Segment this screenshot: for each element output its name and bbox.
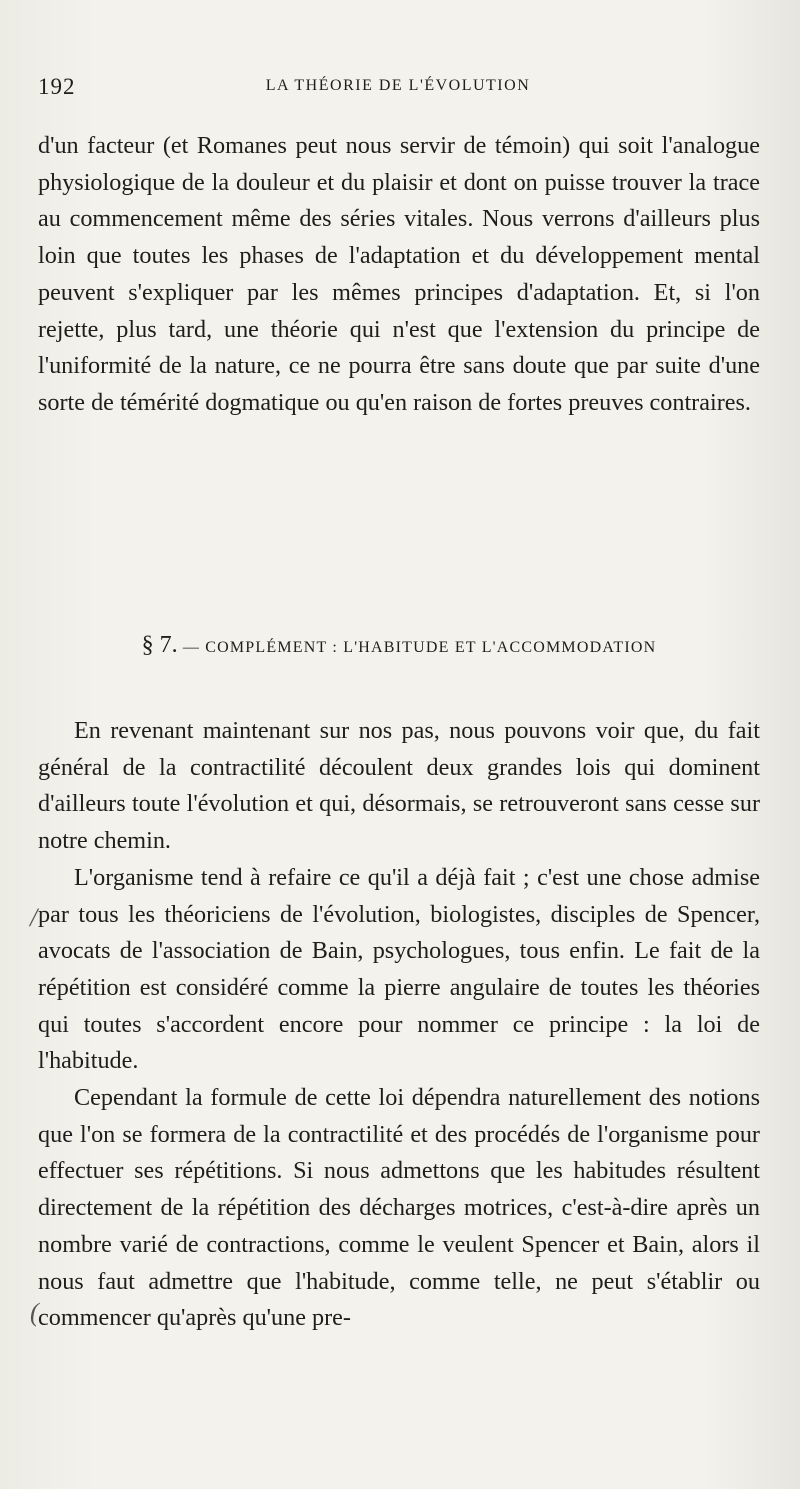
section-heading: [38, 632, 760, 659]
text-block-1: [38, 128, 760, 422]
pencil-margin-mark: /: [30, 903, 38, 932]
page-number: 192: [38, 74, 76, 99]
text-block-2: [38, 713, 760, 1337]
running-title: LA THÉORIE DE L'ÉVOLUTION: [265, 77, 531, 94]
pencil-margin-mark: (: [30, 1298, 39, 1327]
section-number: § 7.: [141, 632, 178, 658]
paragraph: En revenant maintenant sur nos pas, nous pouvons voir que, du fait général de la contractilité découlent deux grandes lois qui dominent d'ailleurs toute l'évolution et qui, désormais, se retrouveront sans cesse sur notre chemin.: [38, 717, 760, 855]
section-dash: —: [182, 639, 201, 656]
page-header: [38, 74, 758, 104]
section-title: COMPLÉMENT : L'HABITUDE ET L'ACCOMMODATION: [205, 639, 657, 656]
paragraph: L'organisme tend à refaire ce qu'il a déjà fait ; c'est une chose admise par tous les théoriciens de l'évolution, biologistes, disciples de Spencer, avocats de l'association de Bain, psychologues, tous enfin. Le fait de la répétition est considéré comme la pierre angulaire de toutes les théories qui toutes s'accordent encore pour nommer ce principe : la loi de l'habitude.: [38, 863, 760, 1075]
paragraph: Cependant la formule de cette loi dépendra naturellement des notions que l'on se formera de la contractilité et des procédés de l'organisme pour effectuer ses répétitions. Si nous admettons que les habitudes résultent directement de la répétition des décharges motrices, c'est-à-dire après un nombre varié de contractions, comme le veulent Spencer et Bain, alors il nous faut admettre que l'habitude, comme telle, ne peut s'établir ou commencer qu'après qu'une pre-: [38, 1084, 760, 1332]
paragraph: d'un facteur (et Romanes peut nous servir de témoin) qui soit l'analogue physiologique de la douleur et du plaisir et dont on puisse trouver la trace au commencement même des séries vitales. Nous verrons d'ailleurs plus loin que toutes les phases de l'adaptation et du développement mental peuvent s'expliquer par les mêmes principes d'adaptation. Et, si l'on rejette, plus tard, une théorie qui n'est que l'extension du principe de l'uniformité de la nature, ce ne pourra être sans doute que par suite d'une sorte de témérité dogmatique ou qu'en raison de fortes preuves contraires.: [38, 132, 760, 416]
